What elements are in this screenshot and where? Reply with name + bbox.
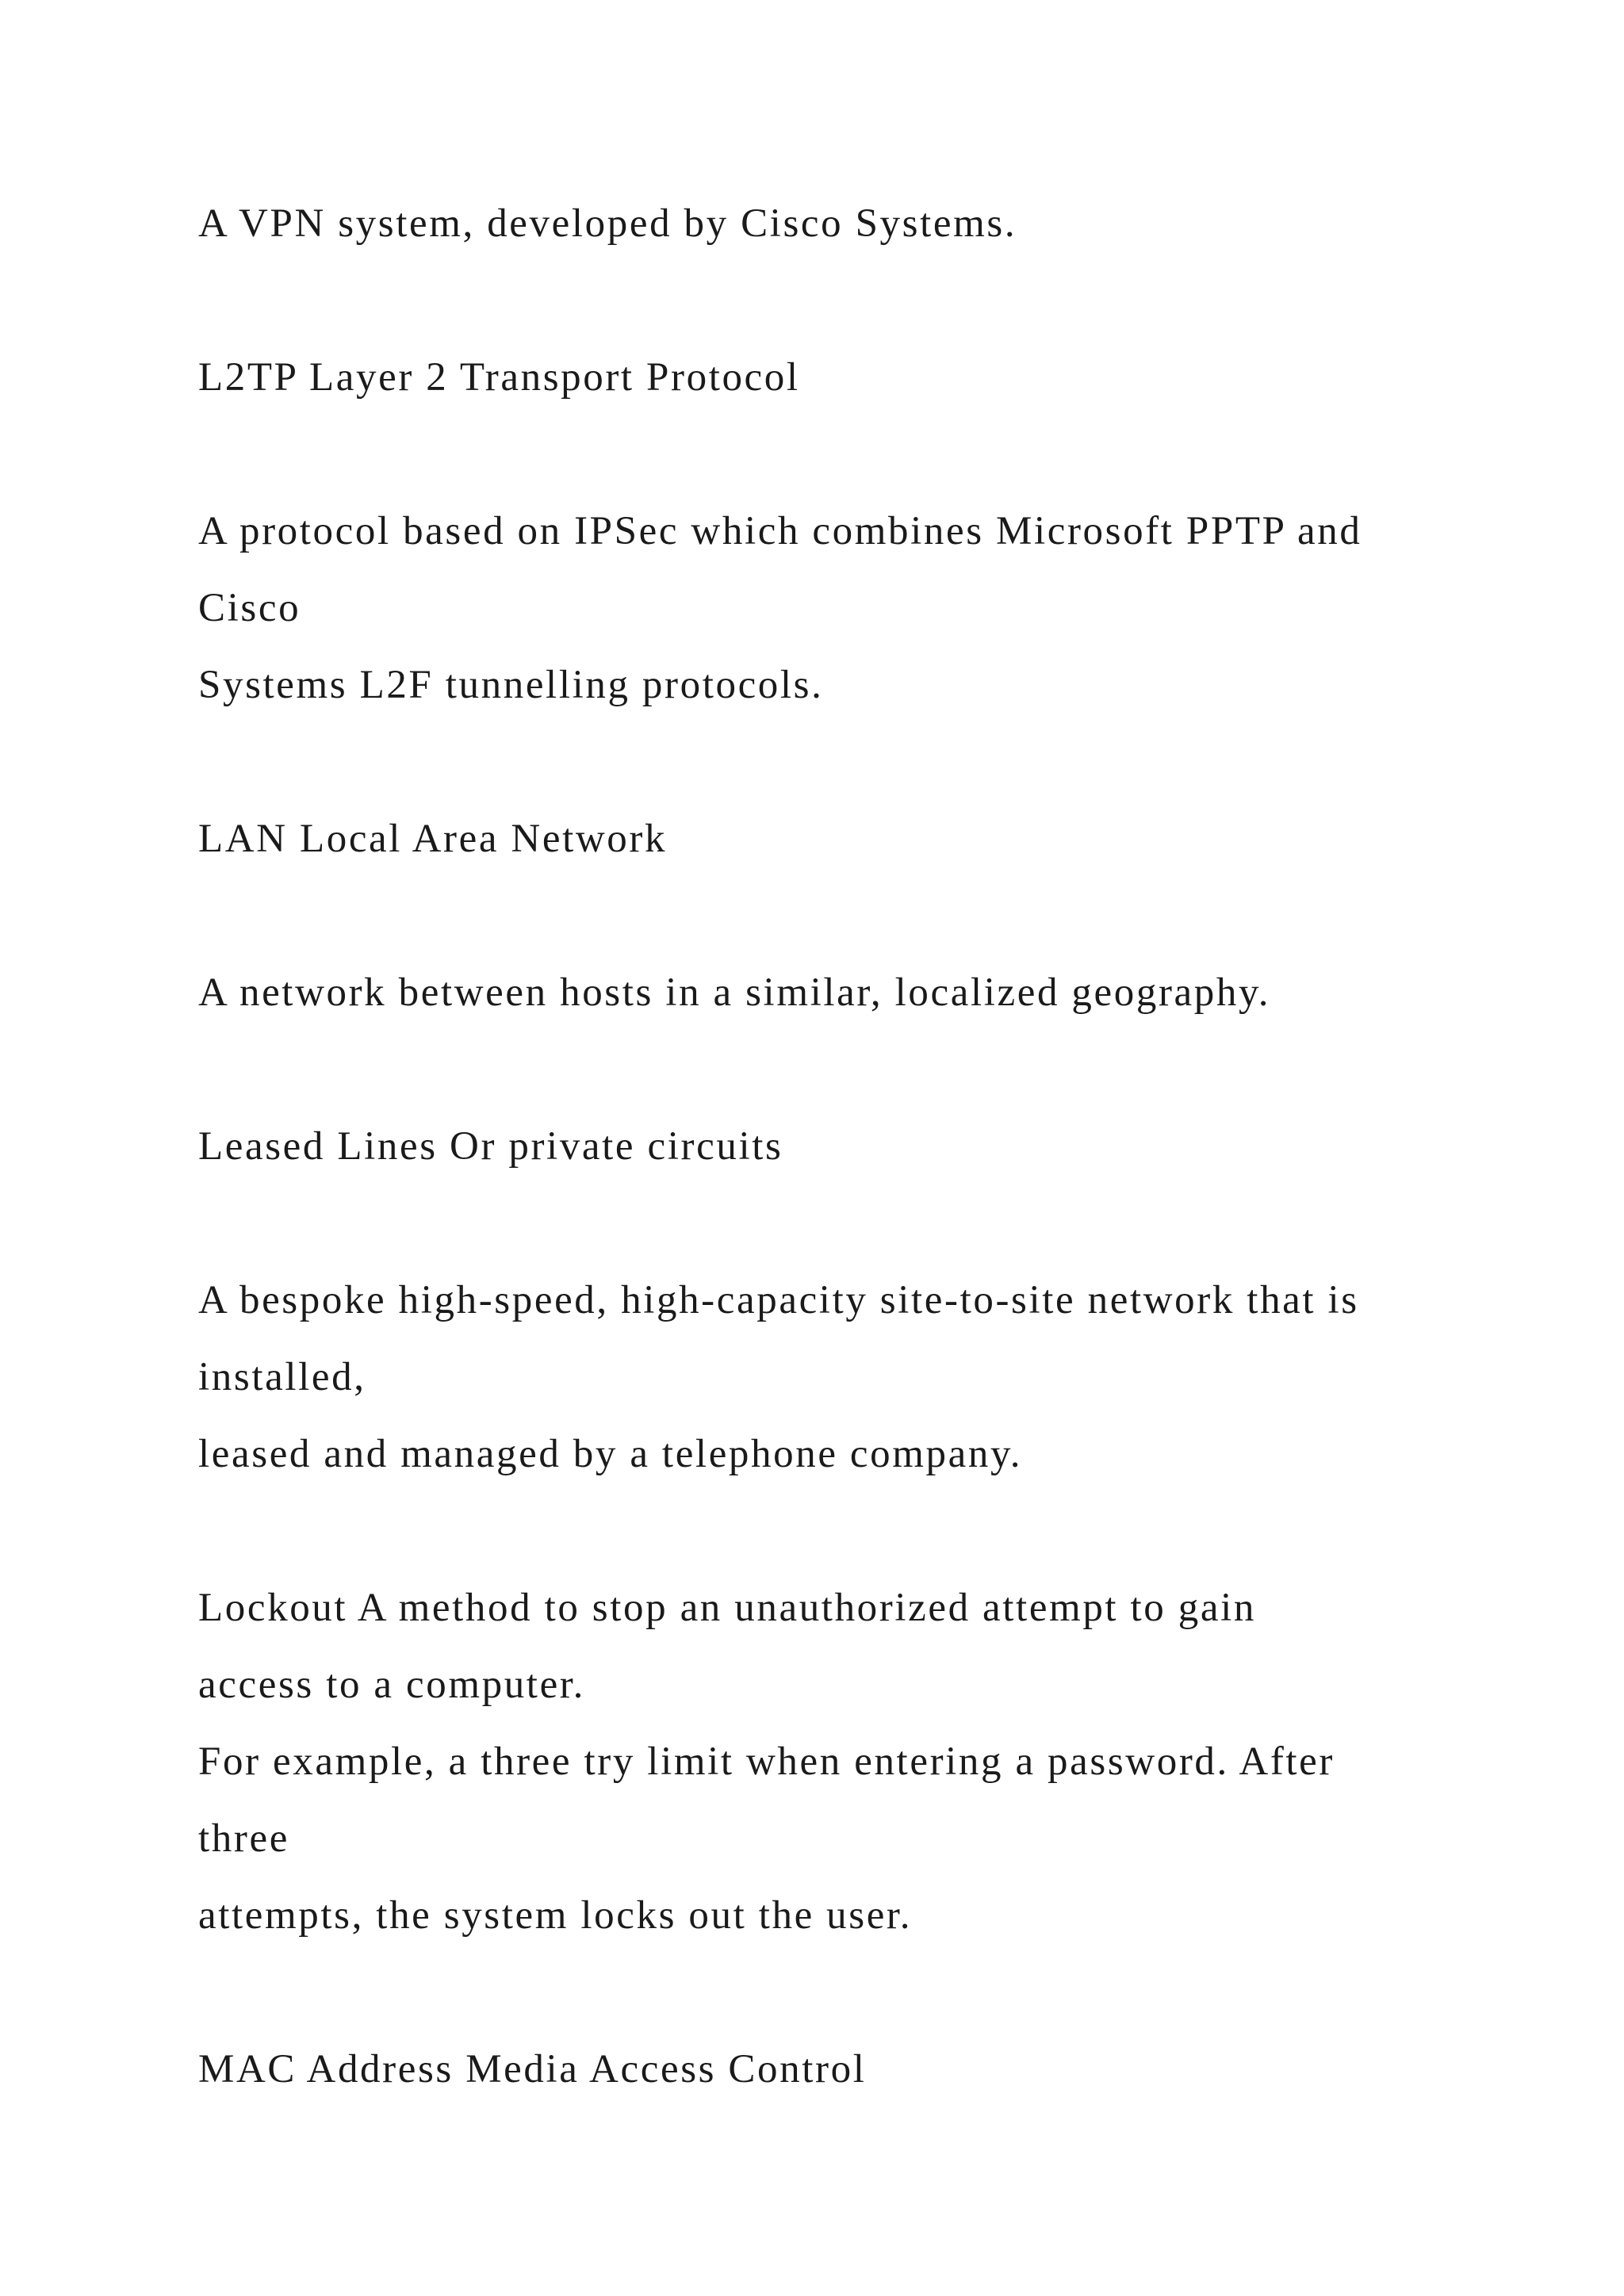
text-line: installed, <box>198 1355 366 1399</box>
glossary-term-mac-address: MAC Address Media Access Control <box>198 2047 867 2091</box>
text-line: A VPN system, developed by Cisco Systems. <box>198 201 1017 246</box>
text-line: A network between hosts in a similar, localized geography. <box>198 970 1271 1015</box>
glossary-term-lan: LAN Local Area Network <box>198 817 668 861</box>
text-line: attempts, the system locks out the user. <box>198 1893 913 1938</box>
text-line: leased and managed by a telephone company. <box>198 1432 1023 1476</box>
glossary-term-leased-lines: Leased Lines Or private circuits <box>198 1124 783 1169</box>
glossary-term-lockout: Lockout A method to stop an unauthorized attempt to gain <box>198 1586 1256 1630</box>
text-line: A protocol based on IPSec which combines Microsoft PPTP and <box>198 509 1362 553</box>
text-line: access to a computer. <box>198 1663 585 1707</box>
text-line: three <box>198 1816 289 1861</box>
glossary-term-l2tp: L2TP Layer 2 Transport Protocol <box>198 355 800 400</box>
text-line: Systems L2F tunnelling protocols. <box>198 663 824 707</box>
text-line: A bespoke high-speed, high-capacity site-to-site network that is <box>198 1278 1359 1322</box>
text-line: For example, a three try limit when entering a password. After <box>198 1739 1335 1784</box>
text-line: Cisco <box>198 586 301 630</box>
